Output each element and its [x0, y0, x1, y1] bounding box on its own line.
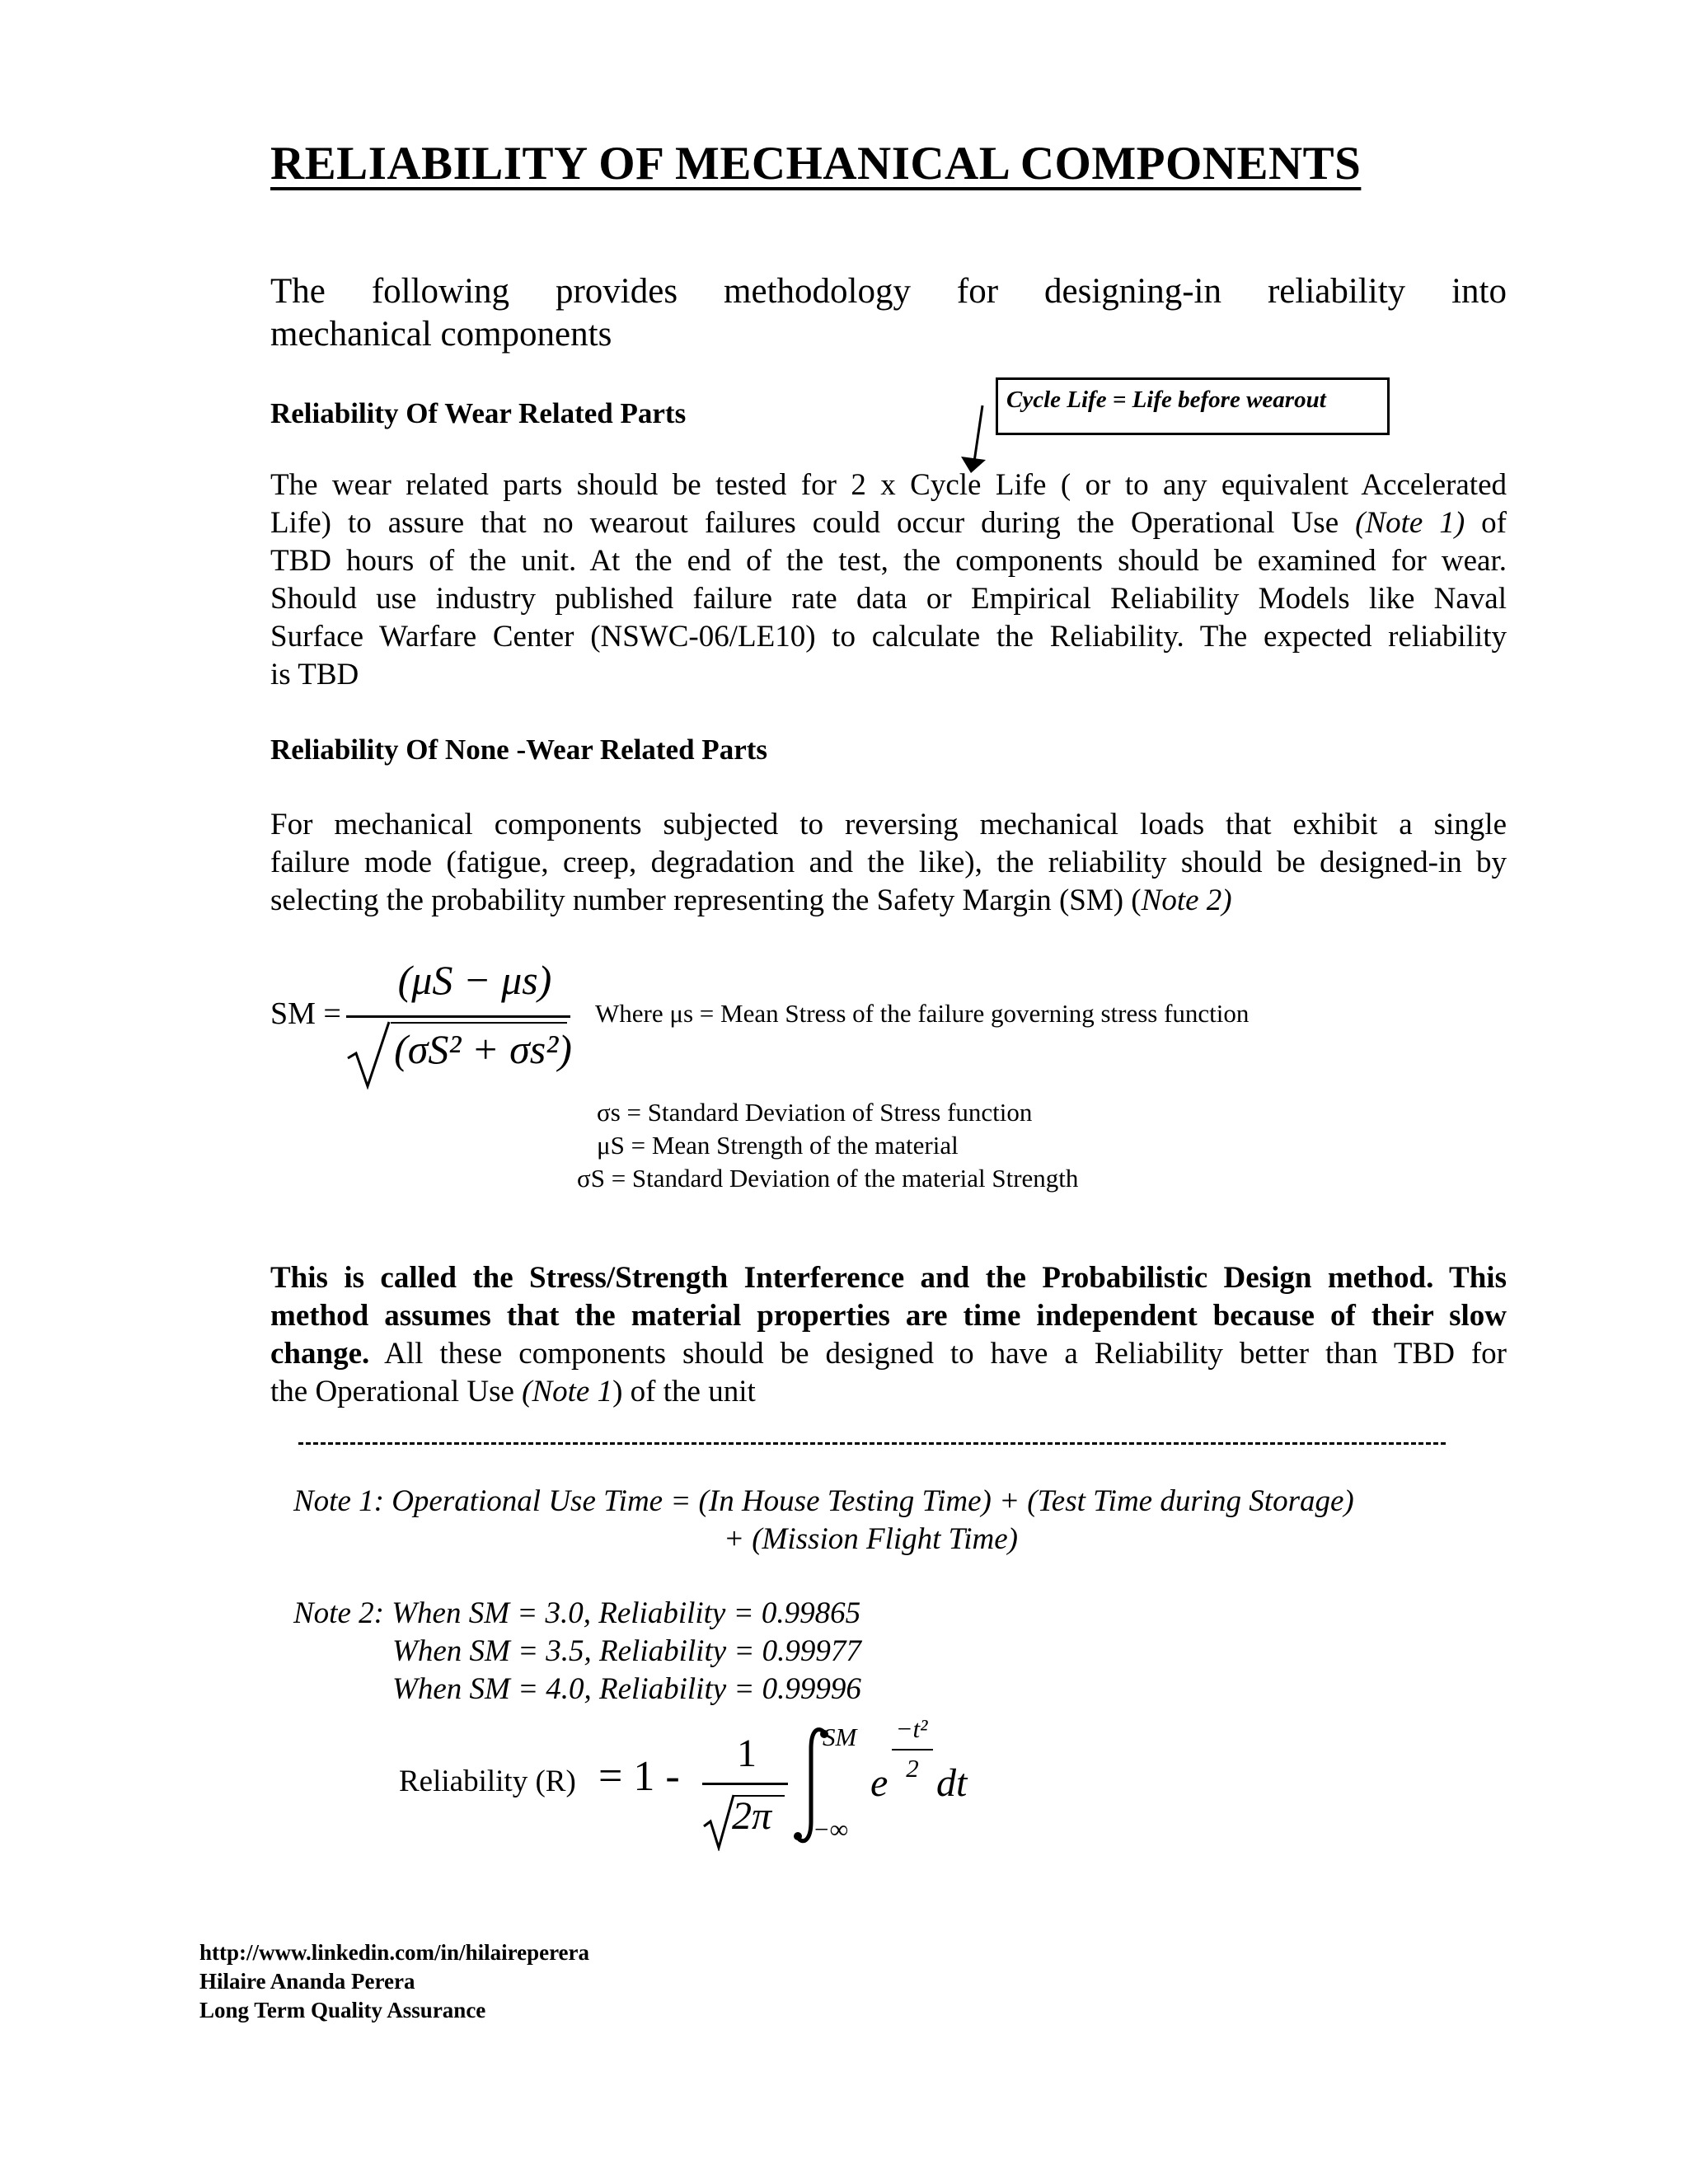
- wear-line-3: TBD hours of the unit. At the end of the test, the components should be examined for wear.: [270, 544, 1507, 578]
- wear-paragraph: [270, 466, 1507, 694]
- reliability-numerator: 1: [737, 1732, 757, 1775]
- interference-line-2: method assumes that the material properties are time independent because of their slow: [270, 1299, 1507, 1333]
- wear-line-6: is TBD: [270, 658, 359, 691]
- footer-department: Long Term Quality Assurance: [199, 1998, 486, 2022]
- footer-author-name: Hilaire Ananda Perera: [199, 1969, 415, 1994]
- exponent-denominator: 2: [906, 1754, 919, 1783]
- integral-lower-limit: −∞: [813, 1815, 849, 1844]
- nonwear-line-3: selecting the probability number representing the Safety Margin (SM) (Note 2): [270, 883, 1232, 917]
- reliability-denominator: 2π: [732, 1794, 772, 1838]
- note-2-line-3: When SM = 4.0, Reliability = 0.99996: [392, 1672, 861, 1706]
- note-1-line-1: Note 1: Operational Use Time = (In House Testing Time) + (Test Time during Storage): [293, 1484, 1354, 1518]
- def-sigma-S: σS = Standard Deviation of the material Strength: [577, 1164, 1079, 1193]
- sm-numerator: (μS − μs): [397, 957, 552, 1003]
- intro-line-2: mechanical components: [270, 315, 612, 354]
- interference-line-3: change. All these components should be designed to have a Reliability better than TBD for: [270, 1337, 1507, 1371]
- def-mu-S: μS = Mean Strength of the material: [597, 1131, 959, 1160]
- def-sigma-s: σs = Standard Deviation of Stress function: [597, 1098, 1033, 1127]
- notes-separator: [298, 1442, 1446, 1445]
- nonwear-paragraph: [270, 806, 1507, 920]
- wear-line-2: Life) to assure that no wearout failures could occur during the Operational Use (Note 1) of: [270, 506, 1507, 540]
- page-title: RELIABILITY OF MECHANICAL COMPONENTS: [270, 138, 1362, 190]
- intro-paragraph: [270, 270, 1507, 356]
- wear-line-5: Surface Warfare Center (NSWC-06/LE10) to calculate the Reliability. The expected reliability: [270, 620, 1507, 654]
- sm-fraction-bar: [346, 1015, 570, 1018]
- sqrt-icon: [346, 1020, 392, 1090]
- reliability-prefix: = 1 -: [598, 1753, 680, 1800]
- interference-paragraph: [270, 1259, 1507, 1411]
- exponent-numerator: −t²: [895, 1714, 928, 1743]
- sm-where-line: Where μs = Mean Stress of the failure governing stress function: [595, 999, 1250, 1028]
- exponent-base: e: [870, 1761, 889, 1805]
- nonwear-line-1: For mechanical components subjected to reversing mechanical loads that exhibit a single: [270, 808, 1507, 841]
- integral-upper-limit: SM: [823, 1722, 857, 1751]
- interference-line-1: This is called the Stress/Strength Interference and the Probabilistic Design method. This: [270, 1261, 1507, 1295]
- cycle-life-callout: Cycle Life = Life before wearout: [996, 377, 1390, 435]
- wear-line-1: The wear related parts should be tested for 2 x Cycle Life ( or to any equivalent Accelerated: [270, 468, 1507, 502]
- integral-dt: dt: [936, 1761, 968, 1805]
- note-2-line-1: Note 2: When SM = 3.0, Reliability = 0.99865: [293, 1596, 861, 1630]
- callout-arrow-icon: [956, 402, 1014, 476]
- sm-denominator: (σS² + σs²): [394, 1026, 572, 1072]
- nonwear-heading: Reliability Of None -Wear Related Parts: [270, 733, 767, 766]
- note-2-line-2: When SM = 3.5, Reliability = 0.99977: [392, 1634, 861, 1668]
- reliability-label: Reliability (R): [399, 1765, 576, 1798]
- wear-line-4: Should use industry published failure rate data or Empirical Reliability Models like Naval: [270, 582, 1507, 616]
- sqrt-bar: [391, 1022, 567, 1024]
- footer-linkedin-url[interactable]: http://www.linkedin.com/in/hilaireperera: [199, 1940, 590, 1965]
- reliability-fraction-bar: [702, 1783, 788, 1785]
- intro-line-1: The following provides methodology for designing-in reliability into: [270, 272, 1507, 311]
- nonwear-line-2: failure mode (fatigue, creep, degradation and the like), the reliability should be designed-in by: [270, 846, 1507, 879]
- sqrt-2pi-icon: [702, 1793, 735, 1851]
- exponent-bar: [892, 1749, 933, 1750]
- wear-heading: Reliability Of Wear Related Parts: [270, 397, 687, 429]
- interference-line-4: the Operational Use (Note 1) of the unit: [270, 1375, 756, 1408]
- note-1-line-2: + (Mission Flight Time): [724, 1522, 1018, 1556]
- sm-label: SM =: [270, 996, 341, 1031]
